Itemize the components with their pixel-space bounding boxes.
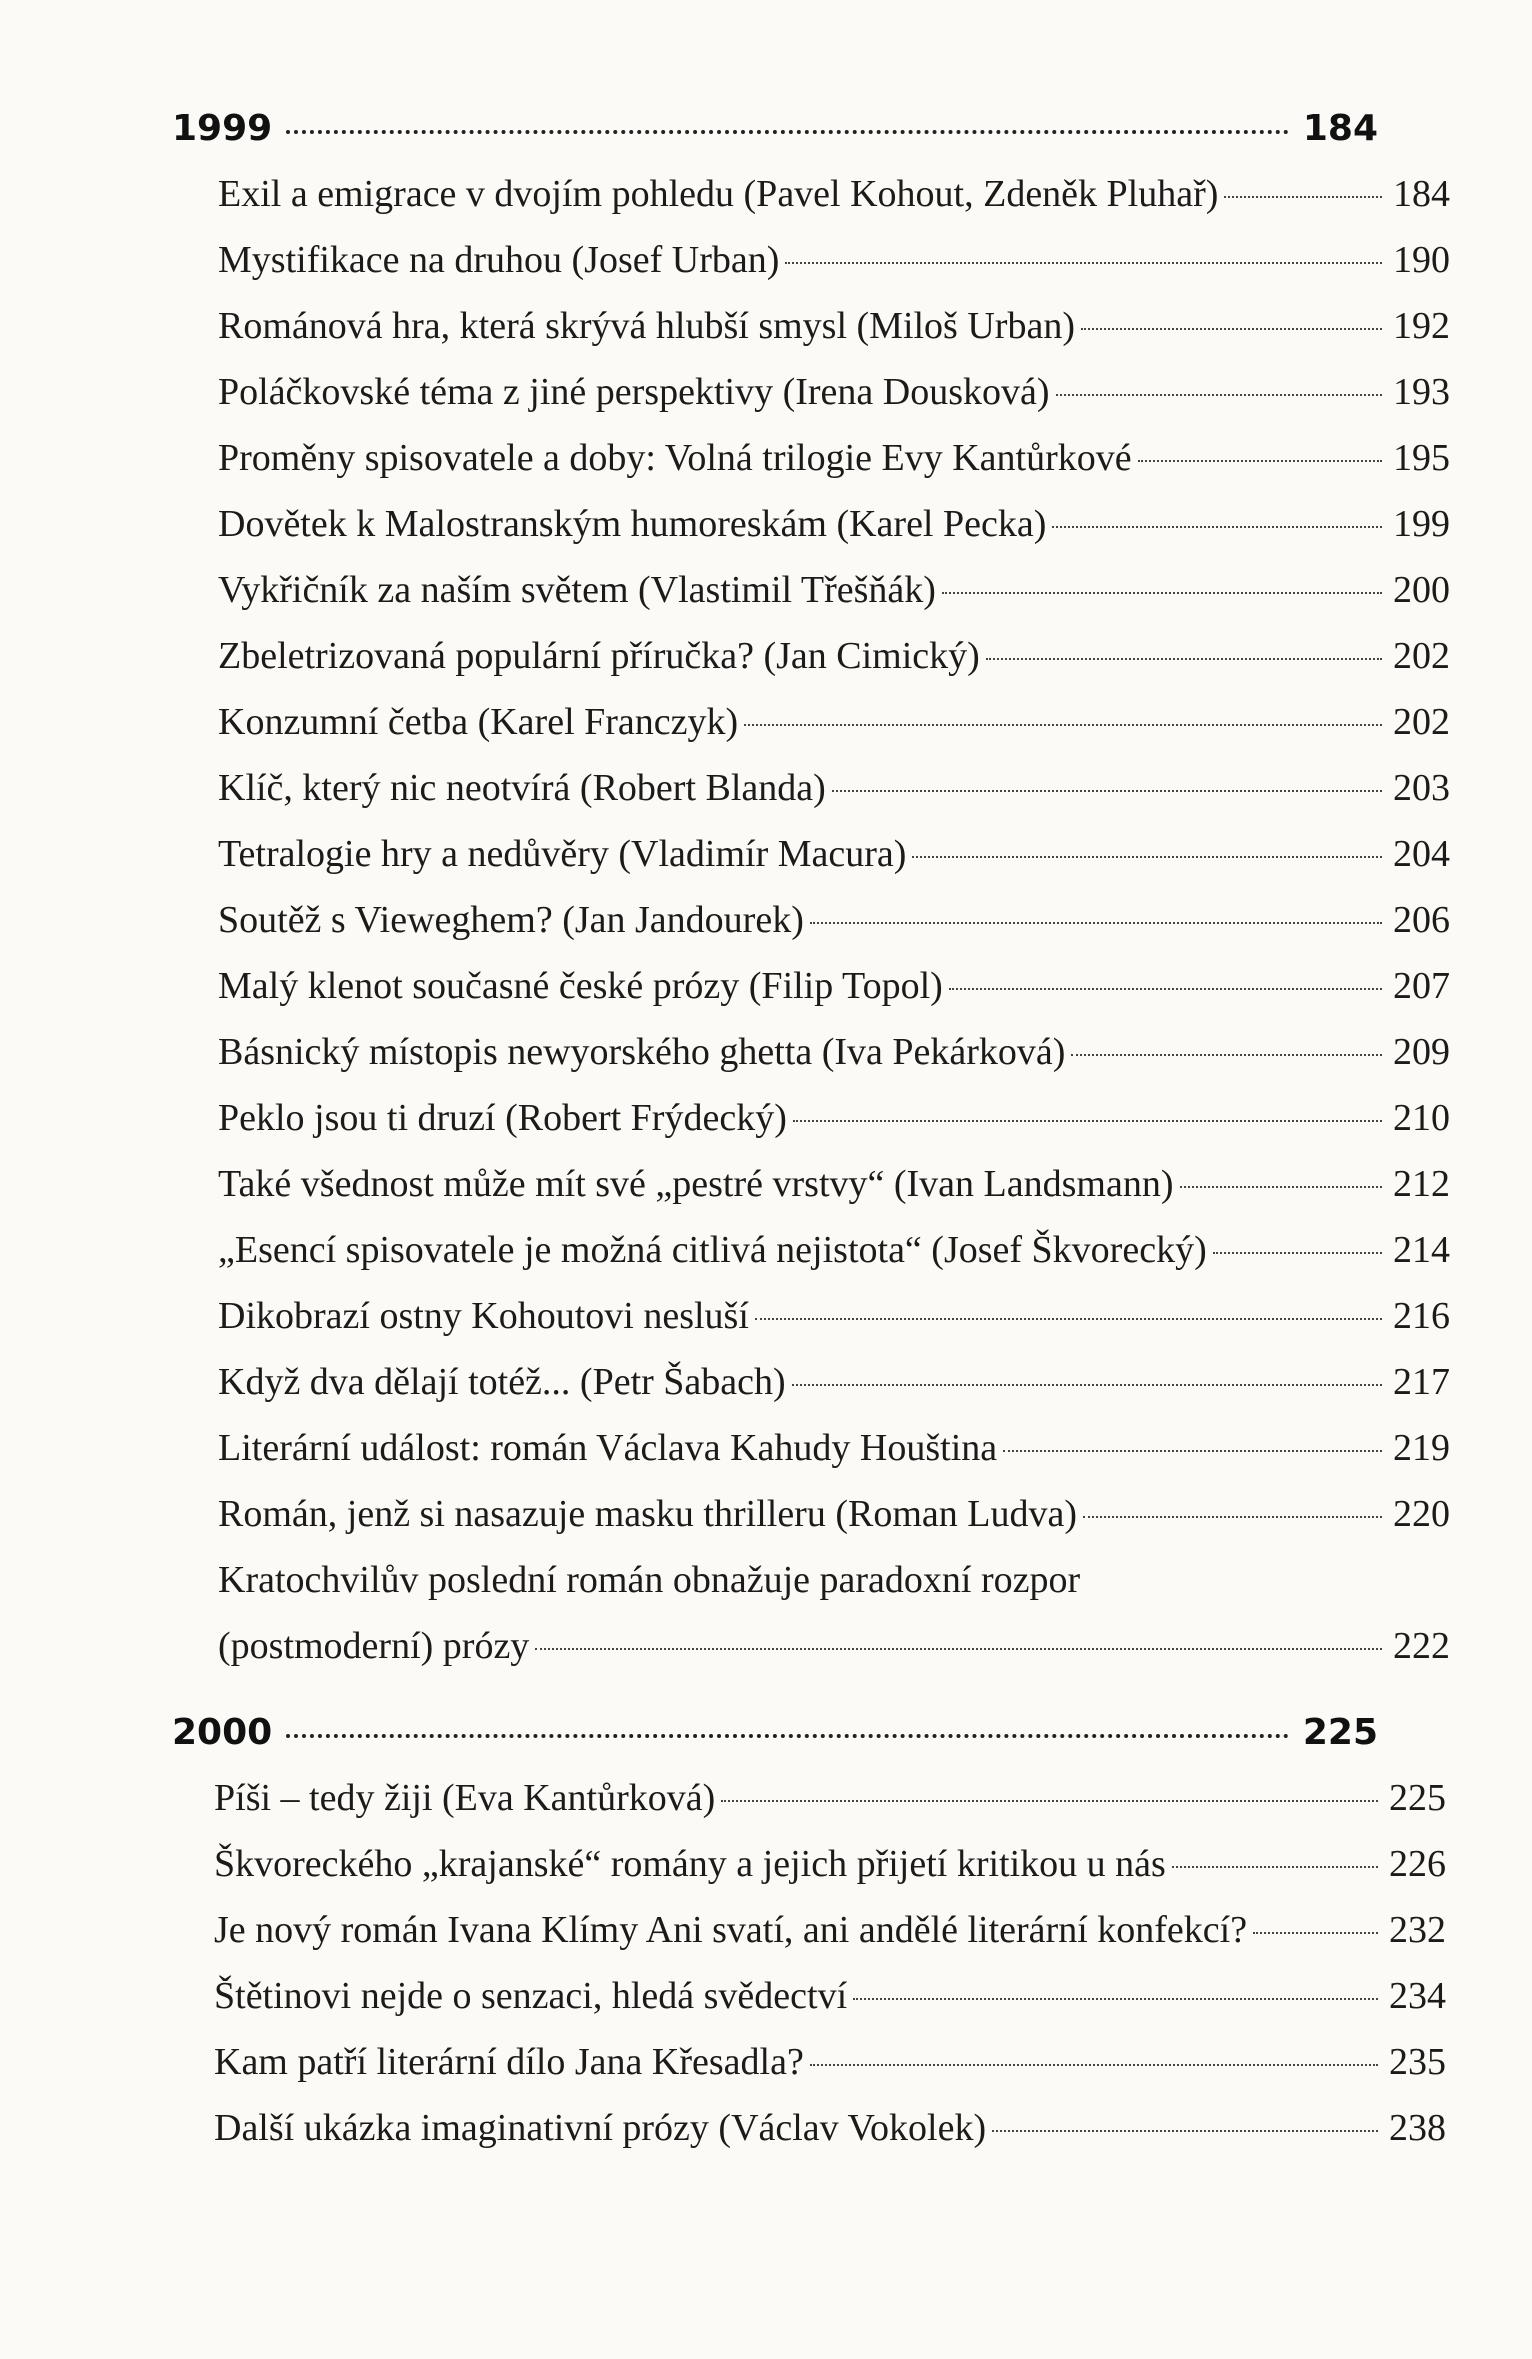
toc-entry[interactable] <box>218 172 1450 238</box>
entry-page-number: 190 <box>1393 239 1450 281</box>
dot-leader <box>286 130 1289 134</box>
toc-entry[interactable] <box>218 634 1450 700</box>
entry-page-number: 219 <box>1393 1427 1450 1469</box>
entry-title: Malý klenot současné české prózy (Filip Topol) <box>218 965 943 1007</box>
entry-title: Kam patří literární dílo Jana Křesadla? <box>214 2041 804 2083</box>
dot-leader <box>1056 394 1382 396</box>
toc-entry-continuation[interactable] <box>218 1624 1450 1690</box>
entry-page-number: 203 <box>1393 767 1450 809</box>
dot-leader <box>755 1318 1382 1320</box>
entry-title: Klíč, který nic neotvírá (Robert Blanda) <box>218 767 826 809</box>
entry-page-number: 199 <box>1393 503 1450 545</box>
entry-title: Exil a emigrace v dvojím pohledu (Pavel Kohout, Zdeněk Pluhař) <box>218 173 1219 215</box>
toc-entry[interactable] <box>214 1974 1446 2040</box>
section-page-number: 184 <box>1302 108 1378 149</box>
entry-title: Mystifikace na druhou (Josef Urban) <box>218 239 780 281</box>
dot-leader <box>1138 460 1382 462</box>
entry-page-number: 202 <box>1393 701 1450 743</box>
dot-leader <box>949 988 1382 990</box>
toc-entry[interactable] <box>218 766 1450 832</box>
entry-page-number: 214 <box>1393 1229 1450 1271</box>
toc-entry[interactable] <box>218 568 1450 634</box>
dot-leader <box>1172 1866 1378 1868</box>
toc-entry[interactable] <box>214 2106 1446 2172</box>
entry-page-number: 184 <box>1393 173 1450 215</box>
dot-leader <box>986 658 1382 660</box>
section-year: 2000 <box>172 1712 273 1753</box>
entry-title: Literární událost: román Václava Kahudy Houština <box>218 1427 998 1469</box>
toc-entry[interactable] <box>218 436 1450 502</box>
toc-entry[interactable] <box>218 898 1450 964</box>
entry-title: Dovětek k Malostranským humoreskám (Karel Pecka) <box>218 503 1047 545</box>
toc-entry[interactable] <box>218 1030 1450 1096</box>
section-heading-1999 <box>172 108 1378 149</box>
entry-title: Vykřičník za naším světem (Vlastimil Třešňák) <box>218 569 936 611</box>
toc-entry[interactable] <box>218 370 1450 436</box>
entry-page-number: 232 <box>1389 1909 1446 1951</box>
entry-page-number: 195 <box>1393 437 1450 479</box>
entry-page-number: 222 <box>1393 1625 1450 1667</box>
entry-title: Peklo jsou ti druzí (Robert Frýdecký) <box>218 1097 787 1139</box>
toc-entry[interactable] <box>218 700 1450 766</box>
dot-leader <box>942 592 1382 594</box>
entry-page-number: 202 <box>1393 635 1450 677</box>
toc-entry[interactable] <box>218 304 1450 370</box>
toc-entry[interactable] <box>218 1360 1450 1426</box>
dot-leader <box>721 1800 1378 1802</box>
toc-entry[interactable] <box>214 2040 1446 2106</box>
entry-title: Zbeletrizovaná populární příručka? (Jan Cimický) <box>218 635 980 677</box>
toc-entry[interactable] <box>218 502 1450 568</box>
entry-page-number: 210 <box>1393 1097 1450 1139</box>
entry-page-number: 200 <box>1393 569 1450 611</box>
section-page-number: 225 <box>1302 1712 1378 1753</box>
entry-title: Proměny spisovatele a doby: Volná trilogie Evy Kantůrkové <box>218 437 1132 479</box>
dot-leader <box>535 1648 1382 1650</box>
dot-leader <box>832 790 1382 792</box>
toc-entry[interactable] <box>214 1776 1446 1842</box>
section-heading-2000 <box>172 1712 1378 1753</box>
dot-leader <box>1003 1450 1382 1452</box>
entry-page-number: 212 <box>1393 1163 1450 1205</box>
entry-title: Když dva dělají totéž... (Petr Šabach) <box>218 1361 786 1403</box>
toc-entry[interactable] <box>218 1228 1450 1294</box>
dot-leader <box>744 724 1382 726</box>
entry-page-number: 206 <box>1393 899 1450 941</box>
dot-leader <box>286 1734 1289 1738</box>
dot-leader <box>1052 526 1382 528</box>
entry-page-number: 220 <box>1393 1493 1450 1535</box>
entry-page-number: 238 <box>1389 2107 1446 2149</box>
entry-page-number: 216 <box>1393 1295 1450 1337</box>
entry-page-number: 235 <box>1389 2041 1446 2083</box>
entry-page-number: 226 <box>1389 1843 1446 1885</box>
entry-page-number: 204 <box>1393 833 1450 875</box>
entry-title: Román, jenž si nasazuje masku thrilleru (Roman Ludva) <box>218 1493 1077 1535</box>
toc-entry[interactable] <box>214 1842 1446 1908</box>
entry-title: Básnický místopis newyorského ghetta (Iva Pekárková) <box>218 1031 1066 1073</box>
entry-page-number: 192 <box>1393 305 1450 347</box>
dot-leader <box>793 1120 1382 1122</box>
entry-title: Další ukázka imaginativní prózy (Václav Vokolek) <box>214 2107 987 2149</box>
entry-page-number: 193 <box>1393 371 1450 413</box>
toc-entry[interactable] <box>218 1294 1450 1360</box>
entry-title: Dikobrazí ostny Kohoutovi nesluší <box>218 1295 749 1337</box>
toc-entry[interactable] <box>218 1096 1450 1162</box>
dot-leader <box>1071 1054 1382 1056</box>
dot-leader <box>912 856 1382 858</box>
entry-title: Kratochvilův poslední román obnažuje paradoxní rozpor <box>218 1559 1081 1601</box>
entry-title: Také všednost může mít své „pestré vrstvy“ (Ivan Landsmann) <box>218 1163 1174 1205</box>
toc-entry[interactable] <box>218 1492 1450 1558</box>
entry-page-number: 207 <box>1393 965 1450 1007</box>
entry-title: Soutěž s Vieweghem? (Jan Jandourek) <box>218 899 804 941</box>
dot-leader <box>1213 1252 1382 1254</box>
dot-leader <box>1224 196 1382 198</box>
dot-leader <box>1180 1186 1383 1188</box>
dot-leader <box>853 1998 1378 2000</box>
toc-entry[interactable] <box>214 1908 1446 1974</box>
dot-leader <box>1083 1516 1382 1518</box>
dot-leader <box>1253 1932 1378 1934</box>
toc-entry[interactable] <box>218 964 1450 1030</box>
toc-list-1999 <box>218 172 1450 1690</box>
dot-leader <box>810 922 1382 924</box>
dot-leader <box>1081 328 1382 330</box>
entry-page-number: 225 <box>1389 1777 1446 1819</box>
toc-list-2000 <box>214 1776 1446 2172</box>
dot-leader <box>992 2130 1378 2132</box>
toc-entry[interactable] <box>218 238 1450 304</box>
toc-entry[interactable] <box>218 832 1450 898</box>
entry-page-number: 209 <box>1393 1031 1450 1073</box>
dot-leader <box>810 2064 1378 2066</box>
entry-title: (postmoderní) prózy <box>218 1625 530 1667</box>
entry-title: Štětinovi nejde o senzaci, hledá svědectví <box>214 1975 848 2017</box>
entry-title: Románová hra, která skrývá hlubší smysl (Miloš Urban) <box>218 305 1075 347</box>
entry-title: Tetralogie hry a nedůvěry (Vladimír Macura) <box>218 833 907 875</box>
dot-leader <box>785 262 1382 264</box>
dot-leader <box>792 1384 1382 1386</box>
entry-title: Škvoreckého „krajanské“ romány a jejich přijetí kritikou u nás <box>214 1843 1166 1885</box>
entry-title: Je nový román Ivana Klímy Ani svatí, ani andělé literární konfekcí? <box>214 1909 1248 1951</box>
entry-title: Konzumní četba (Karel Franczyk) <box>218 701 739 743</box>
entry-page-number: 217 <box>1393 1361 1450 1403</box>
entry-title: „Esencí spisovatele je možná citlivá nejistota“ (Josef Škvorecký) <box>218 1229 1207 1271</box>
entry-title: Poláčkovské téma z jiné perspektivy (Irena Dousková) <box>218 371 1050 413</box>
toc-entry[interactable] <box>218 1426 1450 1492</box>
entry-page-number: 234 <box>1389 1975 1446 2017</box>
section-year: 1999 <box>172 108 273 149</box>
entry-title: Píši – tedy žiji (Eva Kantůrková) <box>214 1777 716 1819</box>
toc-entry[interactable] <box>218 1162 1450 1228</box>
toc-entry-first-line[interactable] <box>218 1558 1450 1624</box>
